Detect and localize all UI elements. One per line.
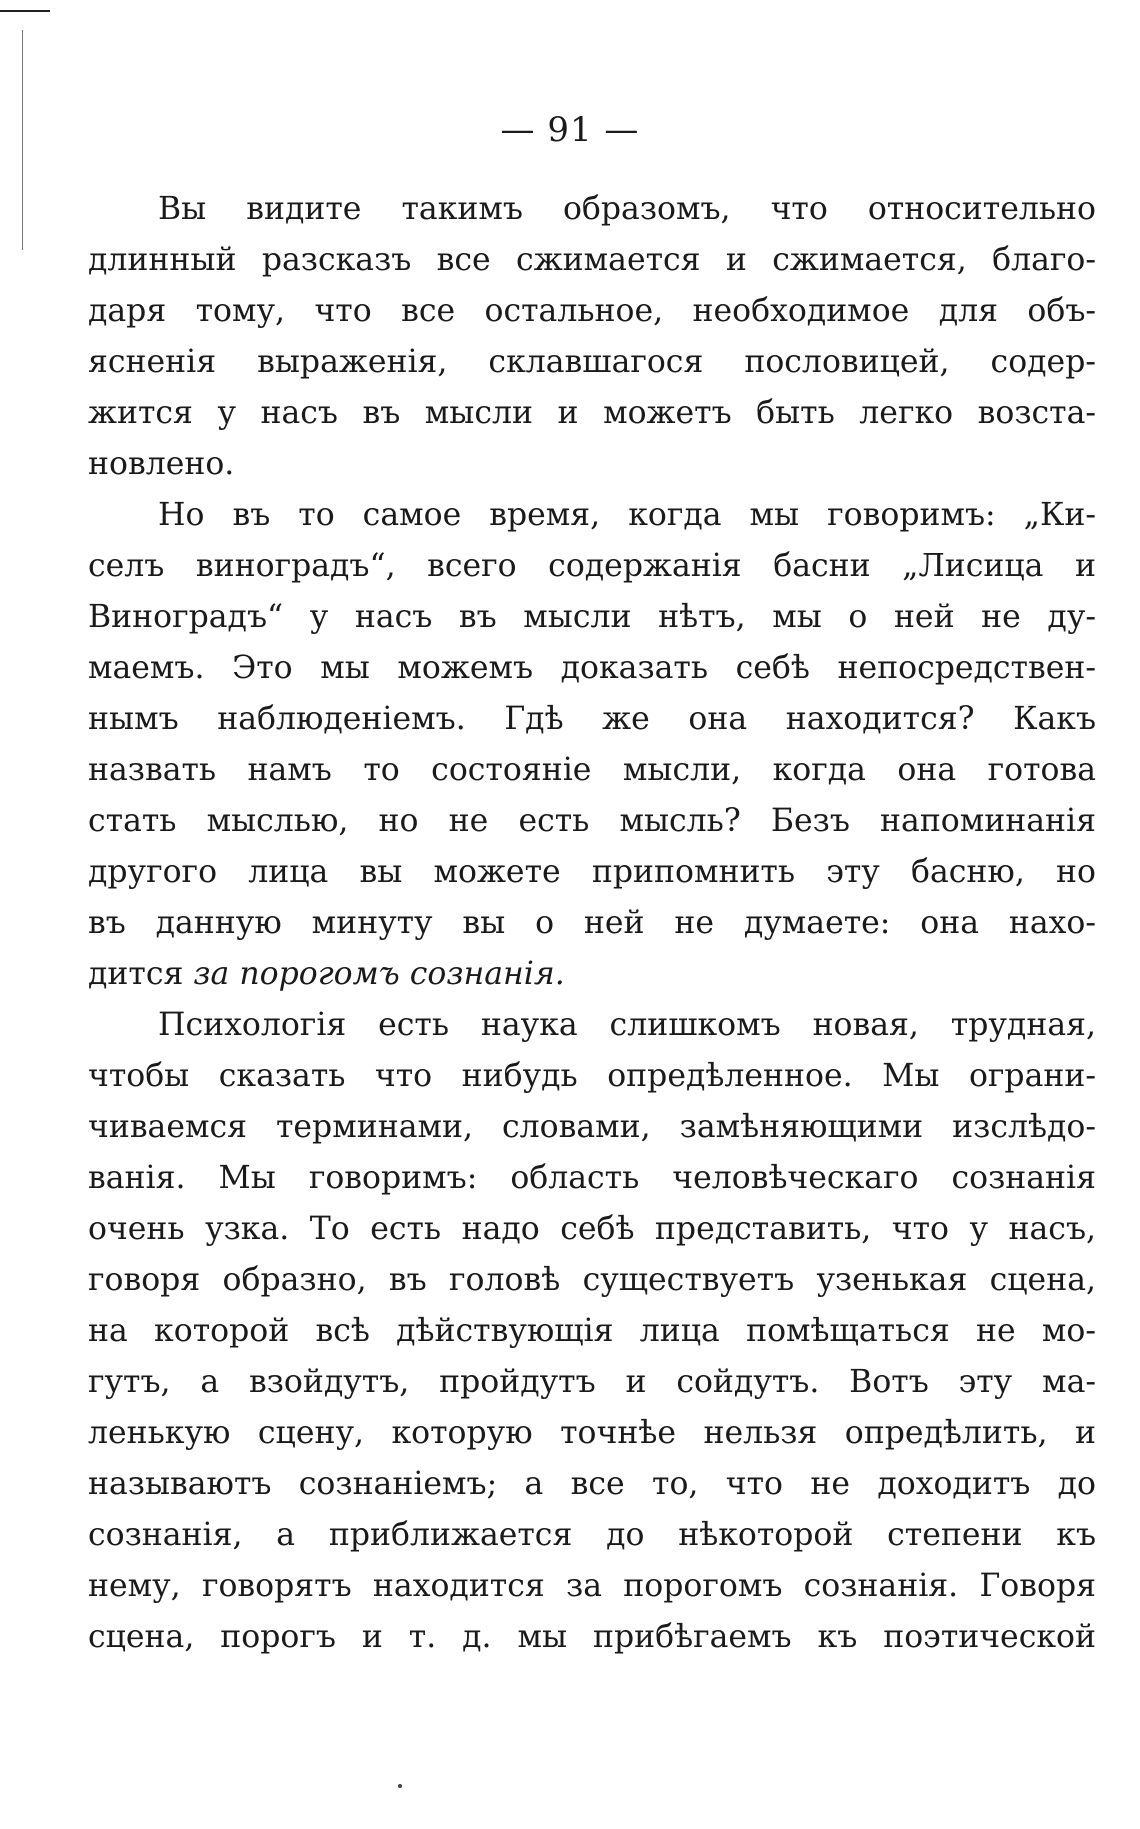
italic-emphasis: за порогомъ сознанія. bbox=[193, 956, 565, 992]
text-line: въ данную минуту вы о ней не думаете: она нахо- bbox=[88, 905, 1096, 941]
text-line: чтобы сказать что нибудь опредѣленное. Мы ограни- bbox=[88, 1058, 1096, 1094]
page-number: — 91 — bbox=[500, 110, 640, 150]
text-line: чиваемся терминами, словами, замѣняющими изслѣдо- bbox=[88, 1109, 1096, 1145]
body-text bbox=[88, 184, 1096, 1663]
speck-mark bbox=[398, 1784, 402, 1788]
text-line: длинный разсказъ все сжимается и сжимается, благо- bbox=[88, 242, 1096, 278]
text-line: гутъ, а взойдутъ, пройдутъ и сойдутъ. Вотъ эту ма- bbox=[88, 1364, 1096, 1400]
text-line: говоря образно, въ головѣ существуетъ узенькая сцена, bbox=[88, 1262, 1096, 1298]
text-line: Вы видите такимъ образомъ, что относительно bbox=[158, 191, 1096, 227]
paragraph-2 bbox=[88, 490, 1096, 1000]
text-line: Но въ то самое время, когда мы говоримъ: „Ки- bbox=[158, 497, 1096, 533]
text-line: нымъ наблюденіемъ. Гдѣ же она находится? Какъ bbox=[88, 701, 1096, 737]
text-line: назвать намъ то состояніе мысли, когда она готова bbox=[88, 752, 1096, 788]
paragraph-3 bbox=[88, 1000, 1096, 1663]
text-line: сознанія, а приближается до нѣкоторой степени къ bbox=[88, 1517, 1096, 1553]
text-line: сцена, порогъ и т. д. мы прибѣгаемъ къ поэтической bbox=[88, 1619, 1096, 1655]
text-line: новлено. bbox=[88, 446, 235, 482]
text-line: другого лица вы можете припомнить эту басню, но bbox=[88, 854, 1096, 890]
text-line: нему, говорятъ находится за порогомъ сознанія. Говоря bbox=[88, 1568, 1096, 1604]
text-line: даря тому, что все остальное, необходимое для объ- bbox=[88, 293, 1096, 329]
text-line: маемъ. Это мы можемъ доказать себѣ непосредствен- bbox=[88, 650, 1096, 686]
text-line-prefix: дится bbox=[88, 956, 194, 992]
text-line: называютъ сознаніемъ; а все то, что не доходитъ до bbox=[88, 1466, 1096, 1502]
text-line: ванія. Мы говоримъ: область человѣческаго сознанія bbox=[88, 1160, 1096, 1196]
text-line: селъ виноградъ“, всего содержанія басни „Лисица и bbox=[88, 548, 1096, 584]
text-line: жится у насъ въ мысли и можетъ быть легко возста- bbox=[88, 395, 1096, 431]
top-edge-rule bbox=[0, 10, 50, 12]
text-line: ленькую сцену, которую точнѣе нельзя опредѣлить, и bbox=[88, 1415, 1096, 1451]
paragraph-1 bbox=[88, 184, 1096, 490]
text-line: стать мыслью, но не есть мысль? Безъ напоминанія bbox=[88, 803, 1096, 839]
text-line: очень узка. То есть надо себѣ представить, что у насъ, bbox=[88, 1211, 1096, 1247]
text-line: Виноградъ“ у насъ въ мысли нѣтъ, мы о ней не ду- bbox=[88, 599, 1096, 635]
text-line bbox=[88, 949, 1096, 1000]
text-line: на которой всѣ дѣйствующія лица помѣщаться не мо- bbox=[88, 1313, 1096, 1349]
text-line: Психологія есть наука слишкомъ новая, трудная, bbox=[158, 1007, 1096, 1043]
text-line: ясненія выраженія, склавшагося пословицей, содер- bbox=[88, 344, 1096, 380]
